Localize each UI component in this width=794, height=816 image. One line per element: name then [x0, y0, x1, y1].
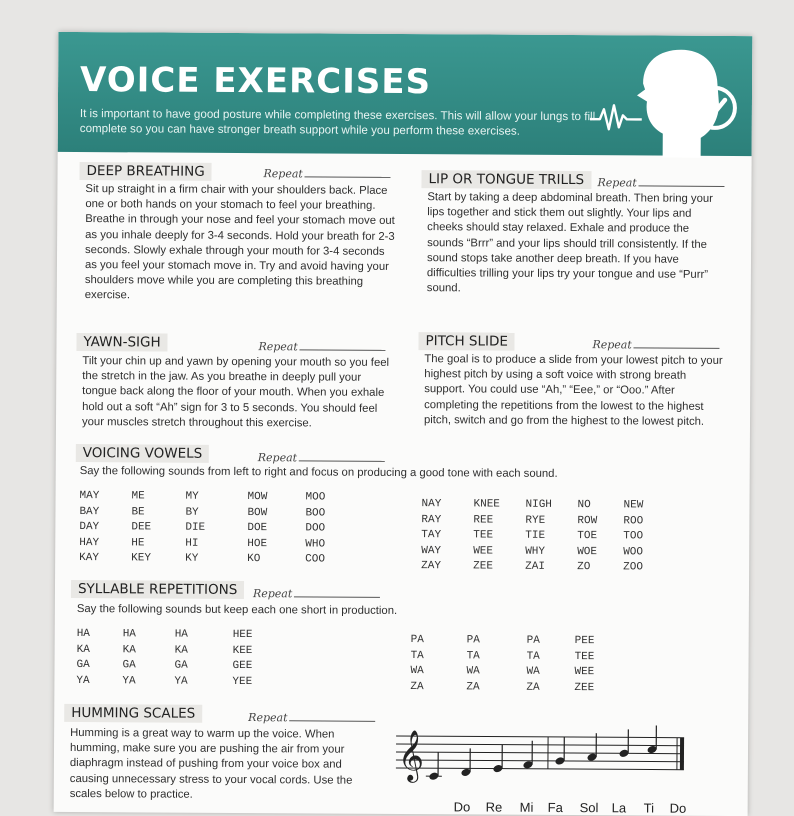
sound-cell: YEE	[232, 675, 252, 691]
pitch-slide-text: The goal is to produce a slide from your lowest pitch to your highest pitch by using a soft voice with strong breath support. You could use “Ah,” “Eee,” or “Ooo.” After completing the repetitions from the lowest to the highest pitch, switch and go from the highest to the lowest pitch.	[424, 352, 724, 430]
sound-cell: WA	[466, 665, 479, 681]
yawn-sigh-repeat: Repeat	[258, 340, 385, 354]
repeat-blank[interactable]	[300, 340, 386, 351]
sound-cell: ZEE	[574, 682, 594, 698]
sound-cell: WOO	[623, 546, 643, 562]
sound-cell: DOO	[305, 522, 325, 538]
sound-column	[174, 629, 188, 691]
sound-cell: BOO	[305, 507, 325, 523]
note-label: Ti	[644, 800, 654, 815]
sound-cell: KY	[185, 553, 205, 569]
sound-column	[525, 499, 552, 577]
sound-cell: HI	[185, 537, 205, 553]
sound-cell: GA	[174, 660, 187, 676]
pitch-slide-title: PITCH SLIDE	[418, 332, 515, 351]
sound-cell: TIE	[525, 530, 552, 546]
repeat-blank[interactable]	[305, 167, 391, 178]
lip-trills-title: LIP OR TONGUE TRILLS	[421, 170, 591, 189]
sound-cell: KA	[123, 644, 136, 660]
sound-cell: HEE	[233, 629, 253, 645]
sound-cell: COO	[305, 553, 325, 569]
voicing-vowels-repeat: Repeat	[258, 451, 385, 465]
sound-column	[185, 491, 205, 569]
lip-trills-repeat: Repeat	[597, 176, 724, 190]
syllable-repetitions-repeat: Repeat	[253, 587, 380, 601]
sound-cell: RAY	[421, 514, 441, 530]
sound-cell: KEE	[233, 644, 253, 660]
sound-cell: WEE	[473, 545, 500, 561]
repeat-blank[interactable]	[294, 587, 380, 598]
repeat-blank[interactable]	[299, 451, 385, 462]
sound-cell: HA	[123, 628, 136, 644]
repeat-blank[interactable]	[639, 176, 725, 187]
sound-cell: BOW	[247, 507, 267, 523]
sound-cell: PA	[467, 634, 480, 650]
note-label: Do	[454, 799, 471, 814]
sound-cell: DIE	[185, 522, 205, 538]
sound-cell: ZA	[466, 681, 479, 697]
note-label: Mi	[520, 800, 534, 815]
header-banner	[58, 32, 753, 156]
sound-cell: TAY	[421, 529, 441, 545]
head-speaking-icon	[623, 45, 744, 158]
sound-cell: ZOO	[623, 561, 643, 577]
music-staff	[394, 714, 690, 788]
pitch-slide-repeat: Repeat	[592, 338, 719, 352]
lip-trills-text: Start by taking a deep abdominal breath. Then bring your lips together and stick them out slightly. Your lips and cheeks should stay relaxed. Exhale and produce the sounds “Brrr” and your lips should trill consistently. If the sound stops take another deep breath. If you have difficulties trilling your lips try your tongue and use “Purr” sound.	[427, 190, 728, 298]
sound-column	[79, 490, 99, 568]
sound-cell: KEY	[131, 552, 151, 568]
sound-cell: KAY	[79, 552, 99, 568]
sound-cell: WHO	[305, 538, 325, 554]
sound-cell: YA	[122, 675, 135, 691]
worksheet-page	[54, 32, 753, 816]
note-label: La	[612, 800, 627, 815]
intro-text: It is important to have good posture while completing these exercises. This will allow your lungs to fill complete so you can have stronger breath support while you perform these exercises.	[80, 106, 600, 139]
sound-column	[574, 635, 594, 697]
sound-column	[473, 498, 500, 576]
sound-cell: TA	[467, 650, 480, 666]
sound-column	[421, 498, 441, 576]
sound-column	[131, 490, 151, 568]
sound-cell: ZA	[526, 681, 539, 697]
sound-cell: TOO	[623, 530, 643, 546]
sound-cell: NIGH	[525, 499, 552, 515]
humming-scales-text: Humming is a great way to warm up the voice. When humming, make sure you are pushing the air from your diaphragm instead of pushing from your voice box and causing unnecessary stress to your vocal cords. Use the scales below to practice.	[70, 726, 360, 804]
sound-cell: ROW	[577, 515, 597, 531]
sound-column	[232, 629, 252, 691]
sound-cell: ZAY	[421, 560, 441, 576]
sound-cell: ZO	[577, 561, 597, 577]
sound-cell: WEE	[574, 666, 594, 682]
deep-breathing-title: DEEP BREATHING	[79, 162, 211, 181]
sound-cell: HAY	[79, 537, 99, 553]
sound-cell: KA	[77, 644, 90, 660]
repeat-blank[interactable]	[634, 338, 720, 349]
sound-cell: PA	[411, 634, 424, 650]
sound-column	[526, 635, 540, 697]
note-label: Re	[486, 800, 503, 815]
humming-scales-title: HUMMING SCALES	[64, 704, 202, 723]
treble-clef-icon: 𝄞	[398, 730, 424, 783]
voicing-vowels-instruction: Say the following sounds from left to right and focus on producing a good tone with each sound.	[80, 464, 700, 483]
sound-column	[623, 499, 643, 577]
sound-cell: MOO	[305, 491, 325, 507]
note-label: Do	[670, 801, 687, 816]
sound-cell: ROO	[623, 515, 643, 531]
deep-breathing-repeat: Repeat	[263, 167, 390, 181]
sound-cell: TA	[527, 650, 540, 666]
deep-breathing-text: Sit up straight in a firm chair with your shoulders back. Place one or both hands on your stomach to feel your breathing. Breathe in through your nose and feel your stomach move out as you inhale deeply for 3-4 seconds. Hold your breath for 2-3 seconds. Slowly exhale through your mouth for 3-4 seconds as you feel your stomach move in. Try and avoid having your shoulders move while you are completing this breathing exercise.	[85, 182, 398, 306]
sound-cell: DEE	[131, 521, 151, 537]
sound-cell: DAY	[79, 521, 99, 537]
page-title: VOICE EXERCISES	[80, 60, 431, 102]
sound-cell: WHY	[525, 545, 552, 561]
sound-cell: GA	[122, 659, 135, 675]
sound-cell: TA	[411, 650, 424, 666]
sound-cell: NO	[577, 499, 597, 515]
sound-cell: HOE	[247, 538, 267, 554]
sound-cell: WAY	[421, 545, 441, 561]
sound-cell: WA	[410, 665, 423, 681]
syllable-repetitions-title: SYLLABLE REPETITIONS	[71, 580, 244, 599]
sound-cell: TEE	[473, 529, 500, 545]
sound-column	[466, 634, 480, 696]
note-label: Sol	[580, 800, 599, 815]
sound-cell: REE	[473, 514, 500, 530]
sound-cell: BAY	[79, 506, 99, 522]
note-label: Fa	[548, 800, 563, 815]
sound-cell: MOW	[247, 491, 267, 507]
sound-cell: ZA	[410, 681, 423, 697]
sound-column	[577, 499, 597, 577]
sound-cell: MY	[185, 491, 205, 507]
sound-column	[305, 491, 325, 569]
sound-column	[76, 628, 90, 690]
sound-cell: RYE	[525, 514, 552, 530]
sound-cell: WOE	[577, 546, 597, 562]
yawn-sigh-text: Tilt your chin up and yawn by opening your mouth so you feel the stretch in the jaw. As you breathe in deeply pull your tongue back along the floor of your mouth. When you exhale hold out a soft “Ah” sign for 3 to 5 seconds. You should feel your muscles stretch throughout this exercise.	[82, 354, 394, 432]
sound-column	[410, 634, 424, 696]
sound-cell: BY	[185, 506, 205, 522]
sound-cell: ZAI	[525, 561, 552, 577]
sound-cell: YA	[174, 675, 187, 691]
sound-cell: PA	[527, 635, 540, 651]
sound-cell: BE	[131, 506, 151, 522]
sound-cell: HA	[175, 629, 188, 645]
sound-column	[247, 491, 267, 569]
sound-cell: DOE	[247, 522, 267, 538]
syllable-repetitions-instruction: Say the following sounds but keep each one short in production.	[77, 602, 697, 621]
sound-cell: HA	[77, 628, 90, 644]
repeat-blank[interactable]	[290, 711, 376, 722]
voicing-vowels-title: VOICING VOWELS	[76, 444, 210, 463]
sound-cell: HE	[131, 537, 151, 553]
sound-cell: ME	[131, 490, 151, 506]
sound-cell: TOE	[577, 530, 597, 546]
yawn-sigh-title: YAWN-SIGH	[76, 333, 167, 352]
sound-cell: KNEE	[473, 498, 500, 514]
sound-cell: KA	[175, 644, 188, 660]
sound-cell: MAY	[79, 490, 99, 506]
sound-cell: GA	[76, 659, 89, 675]
sound-cell: YA	[76, 675, 89, 691]
sound-cell: WA	[526, 666, 539, 682]
sound-column	[122, 628, 136, 690]
humming-scales-repeat: Repeat	[248, 711, 375, 725]
sound-cell: NAY	[421, 498, 441, 514]
sound-cell: GEE	[232, 660, 252, 676]
sound-cell: PEE	[575, 635, 595, 651]
sound-cell: TEE	[575, 651, 595, 667]
sound-cell: KO	[247, 553, 267, 569]
sound-cell: ZEE	[473, 560, 500, 576]
sound-cell: NEW	[623, 499, 643, 515]
